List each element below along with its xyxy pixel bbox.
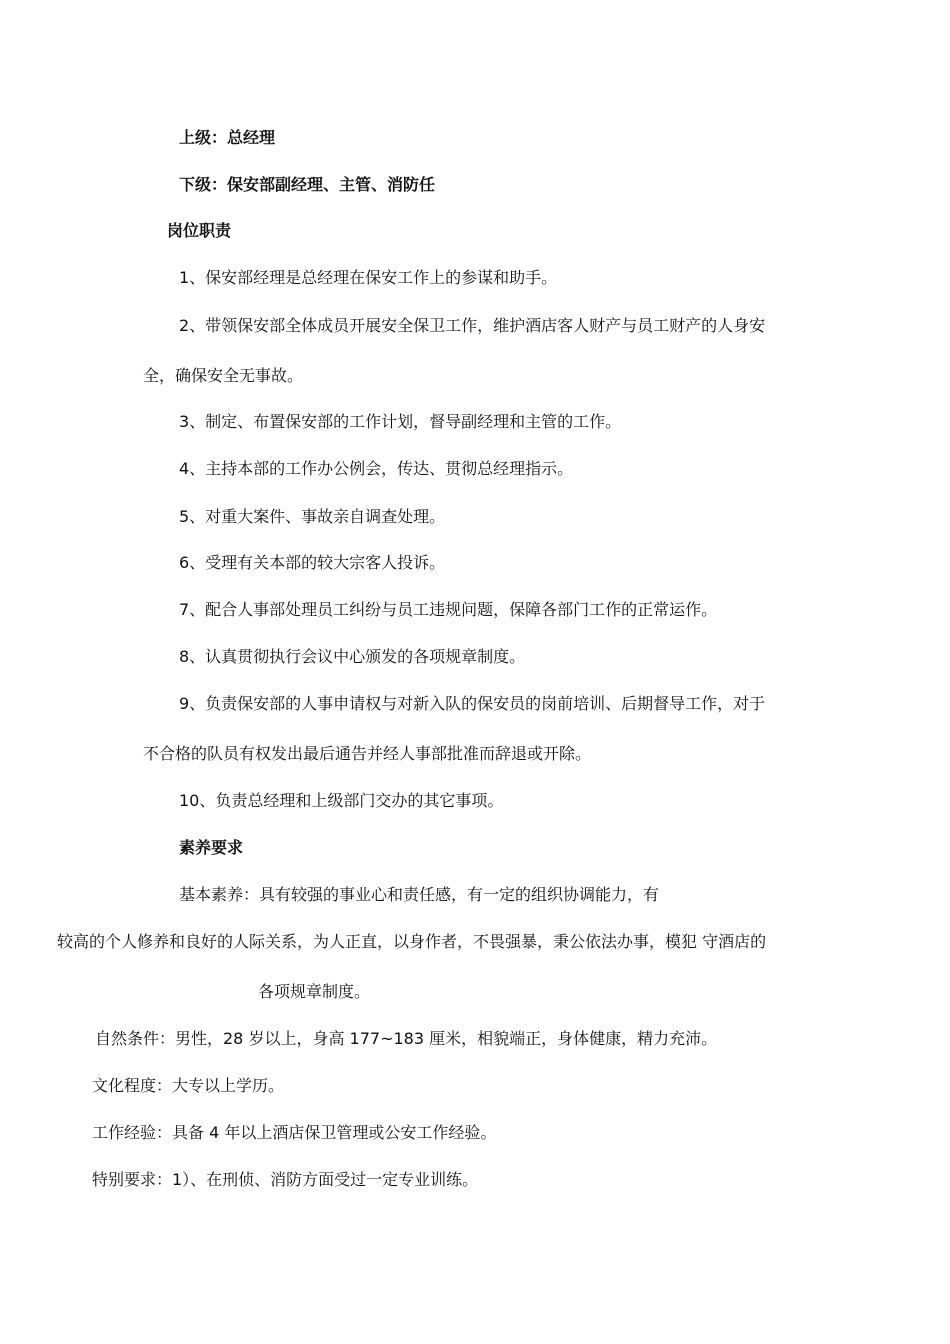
duty-item-10: 10、负责总经理和上级部门交办的其它事项。 <box>179 791 504 810</box>
education-level: 文化程度：大专以上学历。 <box>92 1076 285 1095</box>
superior-line: 上级：总经理 <box>179 128 276 147</box>
duty-item-9-cont: 不合格的队员有权发出最后通告并经人事部批准而辞退或开除。 <box>143 744 592 763</box>
duty-item-5: 5、对重大案件、事故亲自调查处理。 <box>179 507 446 526</box>
duty-item-2-cont: 全，确保安全无事故。 <box>143 366 304 385</box>
duty-item-4: 4、主持本部的工作办公例会，传达、贯彻总经理指示。 <box>179 459 574 478</box>
basic-quality-line-3: 各项规章制度。 <box>258 982 371 1001</box>
duty-item-6: 6、受理有关本部的较大宗客人投诉。 <box>179 553 446 572</box>
duty-item-3: 3、制定、布置保安部的工作计划，督导副经理和主管的工作。 <box>179 412 622 431</box>
duty-item-1: 1、保安部经理是总经理在保安工作上的参谋和助手。 <box>179 268 558 287</box>
natural-conditions: 自然条件：男性，28 岁以上，身高 177~183 厘米，相貌端正，身体健康，精力充沛。 <box>95 1029 718 1048</box>
subordinate-line: 下级：保安部副经理、主管、消防任 <box>179 175 436 194</box>
duty-item-2: 2、带领保安部全体成员开展安全保卫工作，维护酒店客人财产与员工财产的人身安 <box>179 316 766 335</box>
work-experience: 工作经验：具备 4 年以上酒店保卫管理或公安工作经验。 <box>92 1123 497 1142</box>
basic-quality-line-1: 基本素养：具有较强的事业心和责任感，有一定的组织协调能力，有 <box>179 885 660 904</box>
basic-quality-line-2: 较高的个人修养和良好的人际关系，为人正直，以身作者，不畏强暴，秉公依法办事，模犯 守酒店的 <box>57 932 767 951</box>
duty-item-7: 7、配合人事部处理员工纠纷与员工违规问题，保障各部门工作的正常运作。 <box>179 600 718 619</box>
qualities-heading: 素养要求 <box>179 838 244 857</box>
special-requirements: 特别要求：1）、在刑侦、消防方面受过一定专业训练。 <box>92 1170 479 1189</box>
duty-item-8: 8、认真贯彻执行会议中心颁发的各项规章制度。 <box>179 647 526 666</box>
duty-item-9: 9、负责保安部的人事申请权与对新入队的保安员的岗前培训、后期督导工作，对于 <box>179 694 766 713</box>
duties-heading: 岗位职责 <box>167 221 232 240</box>
